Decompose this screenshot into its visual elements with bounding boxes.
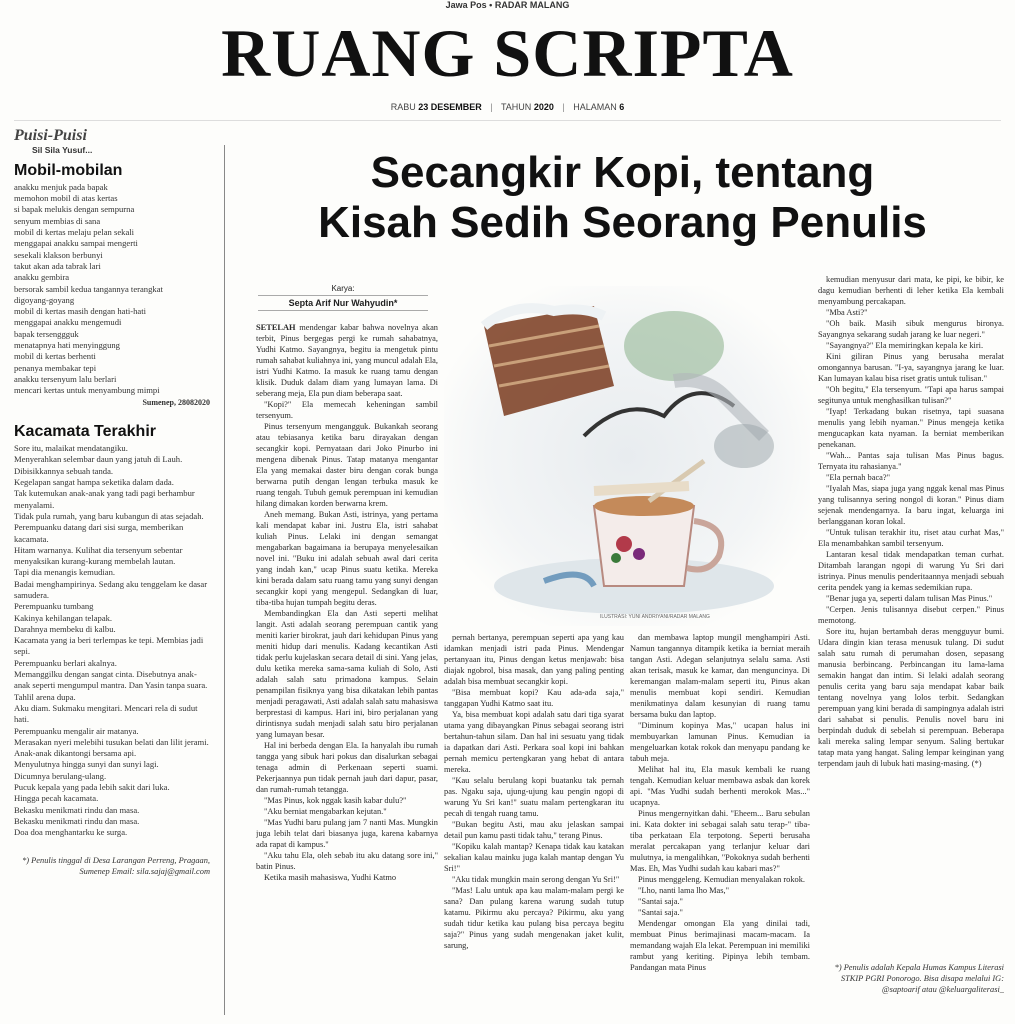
story-paragraph: kemudian menyusur dari mata, ke pipi, ke bibir, ke dagu kemudian berhenti di leher ketika Ela kembali menyambung percakapan. [818,275,1004,306]
story-paragraph: "Kau selalu berulang kopi buatanku tak pernah pas. Ngaku saja, ujung-ujung kau pengin ngopi di warung Yu Sri kan!" suatu malam pertengkaran itu pecah di tengah ruang tamu. [444,776,624,818]
poem-line: Perempuanku datang dari sisi surga, memberikan kacamata. [14,522,184,544]
dateline-page-label: HALAMAN [573,102,617,112]
byline-label: Karya: [331,284,355,293]
story-paragraph: "Benar juga ya, seperti dalam tulisan Mas Pinus." [826,594,993,603]
story-paragraph: Ya, bisa membuat kopi adalah satu dari tiga syarat utama yang dibayangkan Pinus sebagai seorang istri bertahun-tahun silam. Dan hal ini sesuatu yang tidak ia dapatkan dari Asti. Perkara soal kopi ini bahkan pernah memicu pertengkaran yang hebat di antara mereka. [444,710,624,774]
poem-line: mobil di kertas berhenti [14,351,96,362]
coffee-illustration [444,286,810,626]
poem-line: Tak kutemukan anak-anak yang tadi pagi berhambur menyalami. [14,488,195,510]
poem-line: menggapai anakku mengemudi [14,317,122,328]
story-paragraph: "Kopi?" Ela memecah keheningan sambil tersenyum. [256,400,438,420]
poem-line: anakku menjuk pada bapak [14,181,108,192]
column-divider [224,145,225,1015]
poem-line: bapak tersenggguk [14,328,79,339]
story-paragraph: Hal ini berbeda dengan Ela. Ia hanyalah ibu rumah tangga yang sibuk hari pokus dan disalurkan sebagai tenaga admin di Perkenaan seperti suami. Pekerjaannya pun tidak pernah jauh dari dapur, pasar, dan rumah-rumah tetangga. [256,741,438,794]
poetry-column [14,127,210,877]
headline-line-1: Secangkir Kopi, tentang [370,148,875,197]
publisher-label: Jawa Pos • RADAR MALANG [445,0,570,10]
poetry-rubric: Puisi-Puisi [14,127,87,144]
dateline-page: 6 [619,102,625,112]
dateline: RABU 23 DESEMBER | TAHUN 2020 | HALAMAN 6 [390,102,625,112]
poem-line: digoyang-goyang [14,294,75,305]
story-column-3 [630,632,810,1022]
story-paragraph: "Bukan begitu Asti, mau aku jelaskan sampai detail pun kamu pasti tidak tahu," terang Pinus. [444,820,624,840]
poem-line: mencari kertas untuk menyambung mimpi [14,385,160,396]
poem-line: Badai menghampirinya. Sedang aku tenggelam ke dasar samudera. [14,578,208,600]
poem-line: Tidak pula rumah, yang baru kubangun di atas sejadah. [14,510,204,521]
poem-line: penanya membakar tepi [14,362,97,373]
poem-line: Sore itu, malaikat mendatangiku. [14,443,128,454]
story-paragraph: "Kopiku kalah mantap? Kenapa tidak kau katakan sekalian kalau mainku juga kalah mantap dengan Yu Sri!" [444,842,624,873]
story-paragraph: "Untuk tulisan terakhir itu, riset atau curhat Mas," Ela menambahkan sambil tersenyum. [818,528,1004,548]
poem-line: memohon mobil di atas kertas [14,193,118,204]
story-paragraph: "Aku berniat mengabarkan kejutan." [264,807,387,816]
story-paragraph: Pinus tersenyum mengangguk. Bukankah seorang atau tebiasanya ketika baru dirayakan dengan secangkir kopi. Pernyataan dari Joko Pinurbo ini mengena dibenak Pinus. Tatap matanya mengantar Ela yang memakai daster biru dengan corak bunga berwarna putih dengan lengan terbuka masuk ke ruang tengah. Tubuh gemuk perempuan ini kemudian hilang dimakan korden berwarna krem. [256,422,438,508]
poem-line: Bekasku menikmati rindu dan masa. [14,804,140,815]
story-paragraph: "Wah... Pantas saja tulisan Mas Pinus bagus. Ternyata itu rahasianya." [818,451,1004,471]
poem-line: Pucuk kepala yang pada lebih sakit dari luka. [14,782,170,793]
story-paragraph: pernah bertanya, perempuan seperti apa yang kau idamkan menjadi istri pada Pinus. Mendengar pertanyaan itu, Pinus dengan ketus menjawab: bisa diajak ngobrol, bisa masak, dan yang paling penting adalah bisa membuat secangkir kopi. [444,633,624,686]
coffee-illustration-image [444,286,810,626]
story-paragraph: Pinus menggeleng. Kemudian menyalakan rokok. [638,875,805,884]
story-headline [240,148,1005,248]
poem-line: Perempuanku mengalir air matanya. [14,725,139,736]
story-paragraph: "Mba Asti?" [826,308,868,317]
poem-line: menyaksikan kurang-kurang membelah lautan. [14,556,176,567]
dateline-day: RABU [390,102,416,112]
story-paragraph: "Mas! Lalu untuk apa kau malam-malam pergi ke sana? Dan pulang karena warung sudah tutup katamu. Pikirmu aku percaya? Pikirmu, aku yang sudah tidur ketika kau pulang bisa percaya begitu saja?" Pinus yang sudah mengenakan jaket kulit, sarung, [444,886,624,950]
poem-line: Kegelapan sangat hampa seketika dalam dada. [14,477,174,488]
story-paragraph: Lantaran kesal tidak mendapatkan teman curhat. Ditambah larangan ngopi di warung Yu Sri dari istrinya. Pinus menulis penderitaannya menjadi sebuah cerita pendek yang ia kemas sedemikian rupa. [818,550,1004,592]
poem-line: Dibisikkannya sebuah tanda. [14,465,114,476]
byline [258,284,428,311]
poem-line: mobil di kertas masih dengan hati-hati [14,306,146,317]
poetry-footnote: *) Penulis tinggal di Desa Larangan Perreng, Pragaan, Sumenep Email: sila.sajaj@gmail.com [22,855,210,876]
story-paragraph: "Santai saja." [638,897,683,906]
poem-line: Bekasku menikmati rindu dan masa. [14,815,140,826]
poem-line: sesekali klakson berbunyi [14,249,103,260]
story-paragraph: Mendengar omongan Ela yang dinilai tadi, membuat Pinus berimajinasi macam-macam. Ia memandang wajah Ela lekat. Perempuan ini memiliki rambut yang keriting. Pipinya lebih tembam. Pandangan mata Pinus [630,919,810,972]
story-paragraph: "Cerpen. Jenis tulisannya disebut cerpen." Pinus memotong. [818,605,1004,625]
illustration-credit: ILUSTRASI: YUNI ANDRIYANI/RADAR MALANG [600,614,710,620]
poem-line: Menyulutnya hingga sunyi dan sunyi lagi. [14,759,159,770]
story-paragraph: Sore itu, hujan bertambah deras mengguyur bumi. Udara dingin kian terasa menusuk tulang. Di sudut salah satu rumah di perumahan dosen, sepasang manusia berbincang. Perbincangan itu lama-lama semakin hangat dan intim. Si lelaki adalah seorang penulis cerita yang baru saja mendapat kabar baik tentang novelnya yang lolos terbit. Sedangkan perempuan yang kini berada di sampingnya adalah istri dari sahabat si penulis. Penulis novel baru ini berpindah duduk di sebelah si perempuan. Beberapa kali mereka saling lempar senyum. Saling bertukar tatap mata yang hangat. Saling lempar keinginan yang terpendam jauh di lubuk hati masing-masing. (*) [818,627,1004,768]
story-paragraph: "Sayangnya?" Ela memiringkan kepala ke kiri. [826,341,984,350]
story-paragraph: "Mas Yudhi baru pulang jam 7 nanti Mas. Mungkin juga lebih telat dari biasanya juga, karena kabarnya ada rapat di kampus." [256,818,438,849]
poem-line: Hitam warnanya. Kulihat dia tersenyum sebentar [14,544,183,555]
story-paragraph: Membandingkan Ela dan Asti seperti melihat langit. Asti adalah seorang perempuan cantik yang meniti karier birokrat, jauh dari kehidupan Pinus yang meniti hidup dari menulis. Kadang kecantikan Asti tidak perlu kujelaskan secara detail di sini. Yang jelas, dulu ketika mereka sama-sama kuliah di Solo, Asti adalah salah satu primadona kampus. Selain penampilan fisiknya yang bisa dikatakan lebih pantas menjadi peragawati, Asti adalah salah satu mahasiswa berprestasi di kampus. Hari ini, biro perjalanan yang dirintisnya sudah menjadi salah satu biro perjalanan yang lumayan besar. [256,609,438,739]
poem-line: Kakinya kehilangan telapak. [14,612,113,623]
poem-line: Darahnya membeku di kalbu. [14,623,116,634]
poem-line: Kacamata yang ia beri terlempas ke tepi. Membias jadi sepi. [14,635,204,657]
story-paragraph: Kini giliran Pinus yang berusaha meralat omongannya barusan. "I-ya, sayangnya jarang ke luar. Kan lumayan kalau bisa riset gratis untuk tulisan." [818,352,1004,383]
story-paragraph: Melihat hal itu, Ela masuk kembali ke ruang tengah. Kemudian keluar membawa asbak dan korek api. "Mas Yudhi sudah berhenti merokok Mas..." ucapnya. [630,765,810,807]
story-paragraph: dan membawa laptop mungil menghampiri Asti. Namun tangannya ditampik ketika ia berniat meraih tangan Asti. Adegan selanjutnya selalu sama. Asti akan terisak, masuk ke kamar, dan menguncinya. Di keremangan malam-malam seperti itu, Pinus akan menulis membuat kopi sendiri. Kemudian menikmatinya dalam kesunyian di ruang tamu bersama buku dan laptop. [630,633,810,719]
story-paragraph: "Santai saja." [638,908,683,917]
story-paragraph: "Oh begitu," Ela tersenyum. "Tapi apa harus sampai segitunya untuk menghasilkan tulisan?" [818,385,1004,405]
poem-line: Perempuanku tumbang [14,601,94,612]
dateline-year: 2020 [533,102,554,112]
poem-title-1: Mobil-mobilan [14,161,123,179]
poem-line: Hingga pecah kacamata. [14,793,99,804]
story-paragraph: Ketika masih mahasiswa, Yudhi Katmo [264,873,397,882]
story-column-1 [256,322,438,1022]
poem-line: bersorak sambil kedua tangannya terangkat [14,283,163,294]
story-footnote: *) Penulis adalah Kepala Humas Kampus Literasi STKIP PGRI Ponorogo. Bisa disapa melalui IG: @saptoarif atau @keluargaliterasi_ [834,963,1004,994]
story-paragraph: "Aku tahu Ela, oleh sebab itu aku datang sore ini," batin Pinus. [256,851,438,871]
poem-line: menggapai anakku sampai mengerti [14,238,138,249]
story-paragraph: "Mas Pinus, kok nggak kasih kabar dulu?" [264,796,407,805]
poem-line: Aku diam. Sukmaku mengitari. Mencari rela di sudut hati. [14,702,198,725]
dateline-date: 23 DESEMBER [418,102,482,112]
story-paragraph: "Iyalah Mas, siapa juga yang nggak kenal mas Pinus yang tulisannya sering nongol di koran." Pinus diam sejenak mendengarnya. Ia baru ingat, keluarga ini berlangganan koran lokal. [818,484,1004,526]
poem-line: mobil di kertas melaju pelan sekali [14,227,135,238]
story-paragraph: "Bisa membuat kopi? Kau ada-ada saja," tanggapan Yudhi Katmo saat itu. [444,688,624,708]
poem-line: Memanggilku dengan sangat cinta. Disebutnya anak-anak seperti mengumpul mantra. Dan Yasin tanpa suara. Tahlil arena dupa. [14,669,208,702]
story-paragraph [256,322,438,399]
story-paragraph: "Aku tidak mungkin main serong dengan Yu Sri!" [452,875,620,884]
byline-name: Septa Arif Nur Wahyudin* [258,295,428,311]
masthead-title: RUANG SCRIPTA [221,15,794,91]
poem-line: anakku tersenyum lalu berlari [14,373,117,384]
story-column-4 [818,274,1004,964]
poem-body-1 [14,182,210,397]
headline-line-2: Kisah Sedih Seorang Penulis [318,198,927,247]
poem-line: Dicumnya berulang-ulang. [14,770,107,781]
poem-line: Perempuanku berlari akalnya. [14,657,117,668]
story-paragraph: "Diminum kopinya Mas," ucapan halus ini membuyarkan lamunan Pinus. Kemudian ia mengeluarkan kotak rokok dan menyapu pandang ke tabuh meja. [630,721,810,763]
poem-line: Doa doa menghantarku ke surga. [14,827,128,838]
poem-body-2 [14,443,210,838]
poem-line: Merasakan nyeri melebihi tusukan belati dan lilit jerami. [14,736,209,747]
poem-line: anakku gembira [14,272,70,283]
poem-sign: Sumenep, 28082020 [142,397,210,407]
poem-line: Tapi dia menangis kemudian. [14,567,116,578]
poem-line: takut akan ada tabrak lari [14,260,101,271]
poet-name: Sil Sila Yusuf... [32,145,93,156]
header-divider [14,120,1001,121]
poem-line: Anak-anak dikantongi bersama api. [14,748,137,759]
story-paragraph: Pinus mengernyitkan dahi. "Eheem... Baru sebulan ini. Kata dokter ini sebagai salah satu terap-" tiba-tiba perkataan Ela terpotong. Seperti berusaha meralat percakapan yang terlanjur keluar dari mulutnya, ia mengalihkan, "Pokoknya sudah berhenti Mas. Eh, Mas Yudhi sudah kau kabari mas?" [630,809,810,873]
story-paragraph: "Oh baik. Masih sibuk mengurus bironya. Sayangnya sekarang sudah jarang ke luar negeri." [818,319,1004,339]
poem-line: senyum membias di sana [14,215,101,226]
poem-line: Menyerahkan selembar daun yang jatuh di Lauh. [14,454,183,465]
poem-title-2: Kacamata Terakhir [14,422,156,440]
story-paragraph: "Iyap! Terkadang bukan risetnya, tapi suasana menulis yang lebih nyaman." Pinus mengeja ketika mengucapkan kata nyaman. Ia berniat memberikan penekanan. [818,407,1004,449]
poem-line: menatapnya hati menyinggung [14,340,120,351]
story-lead-word: SETELAH [256,323,300,332]
story-paragraph: "Lho, nanti lama lho Mas," [638,886,730,895]
story-column-2 [444,632,624,1022]
poem-line: si bapak melukis dengan sempurna [14,204,135,215]
dateline-year-label: TAHUN [500,102,532,112]
story-paragraph: Aneh memang. Bukan Asti, istrinya, yang pertama kali mendapat kabar ini. Justru Ela, istri sahabat kuliah Pinus. Lelaki ini dengan semangat mengabarkan bagaimana ia berupaya menyelesaikan novel ini. "Buku ini adalah sebuah awal dari cerita yang indah kan," ucap Pinus suatu ketika. Mereka kini berada dalam satu ruang tamu yang sunyi dengan secangkir kopi yang mengepul. Sedangkan di luar, tiba-tiba hujan tumpah begitu deras. [256,510,438,607]
story-paragraph-text: mendengar kabar bahwa novelnya akan terbit, Pinus bergegas pergi ke rumah sahabatnya, Yudhi Katmo. Sayangnya, begitu ia mengetuk pintu rumah sahabat kuliahnya ini, yang muncul adalah Ela, istri Yudhi Katmo. Ia masuk ke ruang tamu dengan klisik. Duduk dalam diam yang lumayan lama. Di seberang meja, Ela pun diam beberapa saat. [256,323,438,398]
story-paragraph: "Ela pernah baca?" [826,473,891,482]
